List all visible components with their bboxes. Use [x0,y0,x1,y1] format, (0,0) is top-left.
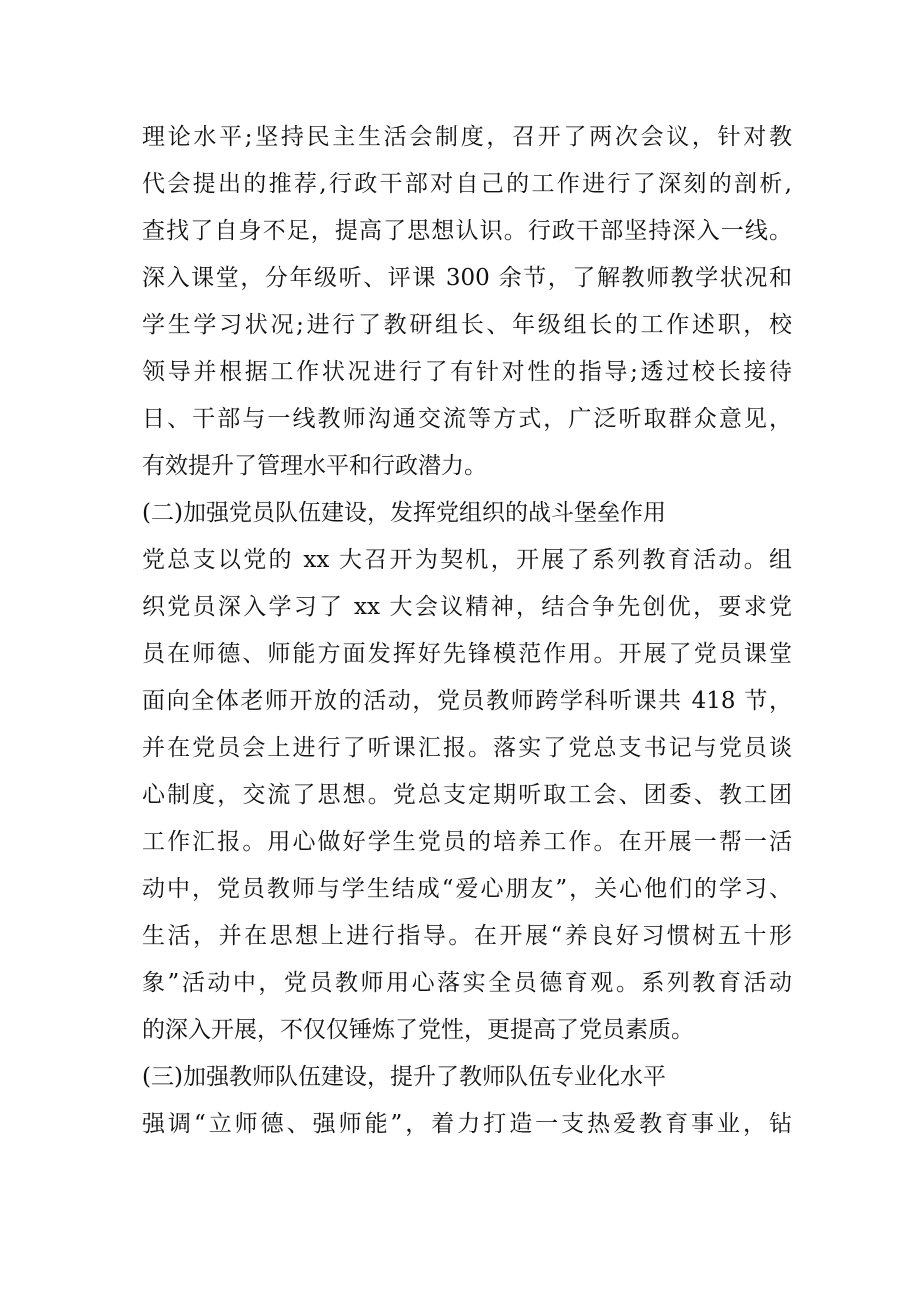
text-line: 织党员深入学习了 xx 大会议精神，结合争先创优，要求党 [142,594,792,620]
text-line: 并在党员会上进行了听课汇报。落实了党总支书记与党员谈 [142,735,792,761]
text-line: 党总支以党的 xx 大召开为契机，开展了系列教育活动。组 [142,547,792,573]
text-line: 强调“立师德、强师能”，着力打造一支热爱教育事业，钻 [142,1111,792,1137]
text-line: 学生学习状况;进行了教研组长、年级组长的工作述职，校 [142,312,792,338]
text-line: 查找了自身不足，提高了思想认识。行政干部坚持深入一线。 [142,218,792,244]
text-line: 工作汇报。用心做好学生党员的培养工作。在开展一帮一活 [142,829,792,855]
text-line: 象”活动中，党员教师用心落实全员德育观。系列教育活动 [142,970,792,996]
text-line: 深入课堂，分年级听、评课 300 余节，了解教师教学状况和 [142,265,792,291]
text-line: 生活，并在思想上进行指导。在开展“养良好习惯树五十形 [142,923,792,949]
text-line: 代会提出的推荐,行政干部对自己的工作进行了深刻的剖析, [142,171,792,197]
text-line: 有效提升了管理水平和行政潜力。 [142,453,487,479]
text-line: 日、干部与一线教师沟通交流等方式，广泛听取群众意见， [142,406,792,432]
text-line: 领导并根据工作状况进行了有针对性的指导;透过校长接待 [142,359,792,385]
text-line: 面向全体老师开放的活动，党员教师跨学科听课共 418 节， [142,688,792,714]
text-line: (三)加强教师队伍建设，提升了教师队伍专业化水平 [142,1064,666,1090]
text-line: (二)加强党员队伍建设，发挥党组织的战斗堡垒作用 [142,500,666,526]
text-line: 理论水平;坚持民主生活会制度，召开了两次会议，针对教 [142,124,792,150]
text-line: 员在师德、师能方面发挥好先锋模范作用。开展了党员课堂 [142,641,792,667]
document-body [142,114,792,1148]
text-line: 的深入开展，不仅仅锤炼了党性，更提高了党员素质。 [142,1017,694,1043]
text-line: 动中，党员教师与学生结成“爱心朋友”，关心他们的学习、 [142,876,792,902]
text-line: 心制度，交流了思想。党总支定期听取工会、团委、教工团 [142,782,792,808]
